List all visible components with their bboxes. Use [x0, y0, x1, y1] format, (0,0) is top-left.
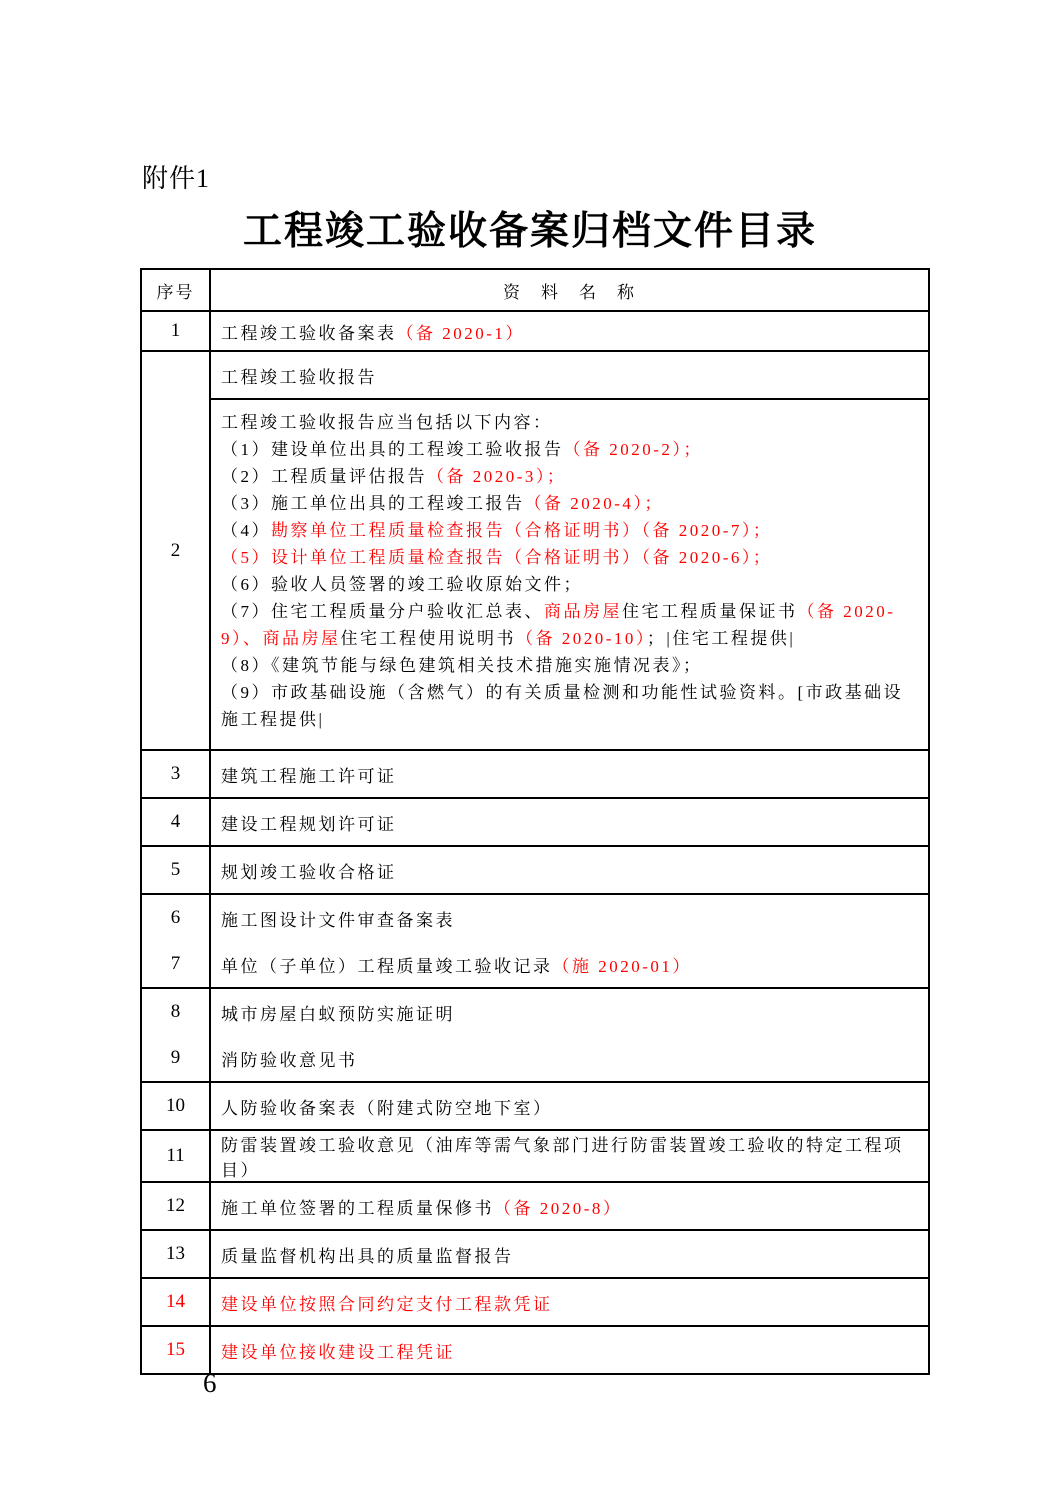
text-segment: （1）建设单位出具的工程竣工验收报告 — [221, 440, 564, 459]
row-line — [221, 544, 922, 571]
text-segment: 建设工程规划许可证 — [221, 814, 397, 834]
row-content-cell — [211, 847, 928, 893]
row-line — [221, 598, 922, 652]
row-content-cell — [211, 352, 928, 749]
text-segment: （备 2020-9）、 — [221, 602, 896, 648]
table-row — [142, 1183, 928, 1231]
table-row — [142, 895, 928, 989]
row-line — [211, 1131, 928, 1181]
table-row — [142, 1231, 928, 1279]
content-subcell — [211, 895, 928, 987]
table-row — [142, 1327, 928, 1373]
row-content-cell — [211, 1083, 928, 1129]
row-number: 4 — [170, 811, 181, 832]
row-number: 14 — [166, 1291, 185, 1312]
text-segment: （5）设计单位工程质量检查报告（合格证明书）（备 2020-6）； — [221, 548, 773, 567]
row-line — [211, 847, 928, 893]
content-subcell — [211, 1083, 928, 1129]
text-segment: （施 2020-01） — [552, 956, 692, 976]
row-number-cell — [142, 799, 211, 845]
row-number-cell — [142, 352, 211, 749]
row-line — [211, 895, 928, 941]
text-segment: （备 2020-10） — [516, 629, 647, 648]
row-number: 10 — [166, 1095, 185, 1116]
row-number-cell — [142, 1327, 211, 1373]
text-segment: （9）市政基础设施（含燃气）的有关质量检测和功能性试验资料。[市政基础设施工程提供| — [221, 683, 904, 729]
row-number-cell — [142, 989, 211, 1081]
row-line — [221, 517, 922, 544]
row-line — [211, 941, 928, 987]
row-content-cell — [211, 989, 928, 1081]
text-segment: 规划竣工验收合格证 — [221, 862, 397, 882]
row-number: 5 — [170, 859, 181, 880]
content-subcell — [211, 751, 928, 797]
row-line — [221, 409, 922, 436]
table-row — [142, 352, 928, 751]
text-segment: 建筑工程施工许可证 — [221, 766, 397, 786]
row-number: 3 — [170, 763, 181, 784]
text-segment: 单位（子单位）工程质量竣工验收记录 — [221, 956, 553, 976]
content-subcell — [211, 1279, 928, 1325]
row-content-cell — [211, 1231, 928, 1277]
row-line — [211, 1231, 928, 1277]
row-number: 11 — [166, 1145, 185, 1166]
table-body — [142, 312, 928, 1373]
row-number-cell — [142, 1231, 211, 1277]
text-segment: ；|住宅工程提供| — [646, 629, 796, 648]
row-number-cell — [142, 1279, 211, 1325]
row-content-cell — [211, 895, 928, 987]
content-subcell — [211, 1183, 928, 1229]
row-content-cell — [211, 799, 928, 845]
row-line — [211, 799, 928, 845]
row-number-cell — [142, 1083, 211, 1129]
table-row — [142, 1083, 928, 1131]
row-line — [211, 1279, 928, 1325]
row-line — [221, 436, 922, 463]
row-line — [211, 352, 928, 398]
header-cell-number: 序号 — [142, 270, 211, 310]
table-header-row — [142, 270, 928, 312]
table-row — [142, 989, 928, 1083]
page-number: 6 — [203, 1368, 217, 1398]
text-segment: 住宅工程使用说明书 — [340, 629, 516, 648]
text-segment: 建设单位按照合同约定支付工程款凭证 — [221, 1294, 553, 1314]
archive-table — [140, 268, 930, 1375]
text-segment: （备 2020-3）； — [427, 467, 567, 486]
row-content-cell — [211, 1131, 928, 1181]
row-line — [211, 1083, 928, 1129]
row-number: 8 — [170, 1001, 181, 1022]
text-segment: 工程竣工验收报告应当包括以下内容： — [221, 413, 553, 432]
page-title: 工程竣工验收备案归档文件目录 — [242, 210, 817, 253]
row-line — [221, 652, 922, 679]
content-subcell — [211, 799, 928, 845]
text-segment: 质量监督机构出具的质量监督报告 — [221, 1246, 514, 1266]
text-segment: （7）住宅工程质量分户验收汇总表、 — [221, 602, 544, 621]
row-line — [211, 312, 928, 350]
row-content-cell — [211, 751, 928, 797]
content-subcell — [211, 989, 928, 1081]
text-segment: 工程竣工验收备案表 — [221, 323, 397, 343]
table-row — [142, 847, 928, 895]
row-number-cell — [142, 751, 211, 797]
text-segment: （备 2020-4）； — [524, 494, 664, 513]
row-line — [211, 1183, 928, 1229]
table-row — [142, 799, 928, 847]
row-line — [211, 1035, 928, 1081]
text-segment: 商品房屋 — [544, 602, 622, 621]
text-segment: （4） — [221, 521, 271, 540]
text-segment: （备 2020-1） — [396, 323, 525, 343]
text-segment: （3）施工单位出具的工程竣工报告 — [221, 494, 525, 513]
row-number-cell — [142, 847, 211, 893]
row-number-cell — [142, 312, 211, 350]
content-subcell — [211, 400, 928, 749]
text-segment: 勘察单位工程质量检查报告（合格证明书）（备 2020-7）； — [271, 521, 773, 540]
text-segment: 施工图设计文件审查备案表 — [221, 910, 455, 930]
row-number: 1 — [170, 320, 181, 341]
row-number: 6 — [170, 907, 181, 928]
row-number: 9 — [170, 1047, 181, 1068]
text-segment: 防雷装置竣工验收意见（油库等需气象部门进行防雷装置竣工验收的特定工程项目） — [221, 1136, 904, 1180]
text-segment: 城市房屋白蚁预防实施证明 — [221, 1004, 455, 1024]
row-number: 13 — [166, 1243, 185, 1264]
content-subcell — [211, 1327, 928, 1373]
text-segment: 工程竣工验收报告 — [221, 367, 377, 387]
row-line — [221, 463, 922, 490]
row-number: 7 — [170, 953, 181, 974]
text-segment: 消防验收意见书 — [221, 1050, 358, 1070]
text-segment: （2）工程质量评估报告 — [221, 467, 427, 486]
table-row — [142, 751, 928, 799]
text-segment: （备 2020-2）； — [563, 440, 703, 459]
table-row — [142, 1279, 928, 1327]
row-number: 2 — [170, 539, 181, 561]
row-line — [221, 571, 922, 598]
row-content-cell — [211, 312, 928, 350]
text-segment: 商品房屋 — [262, 629, 341, 648]
header-cell-name: 资 料 名 称 — [503, 282, 636, 302]
text-segment: （6）验收人员签署的竣工验收原始文件； — [221, 575, 583, 594]
text-segment: 住宅工程质量保证书 — [622, 602, 798, 621]
row-line — [211, 751, 928, 797]
content-subcell — [211, 312, 928, 350]
table-row — [142, 1131, 928, 1183]
row-line — [211, 989, 928, 1035]
table-row — [142, 312, 928, 352]
text-segment: 施工单位签署的工程质量保修书 — [221, 1198, 494, 1218]
text-segment: （备 2020-8） — [494, 1198, 623, 1218]
row-line — [211, 1327, 928, 1373]
content-subcell — [211, 352, 928, 400]
text-segment: （8）《建筑节能与绿色建筑相关技术措施实施情况表》； — [221, 656, 703, 675]
row-number: 12 — [166, 1195, 185, 1216]
row-content-cell — [211, 1279, 928, 1325]
row-number-cell — [142, 895, 211, 987]
content-subcell — [211, 1131, 928, 1181]
row-line — [221, 490, 922, 517]
row-number-cell — [142, 1131, 211, 1181]
text-segment: 人防验收备案表（附建式防空地下室） — [221, 1098, 553, 1118]
attachment-label: 附件1 — [142, 164, 211, 193]
row-line — [221, 679, 922, 733]
text-segment: 建设单位接收建设工程凭证 — [221, 1342, 455, 1362]
content-subcell — [211, 1231, 928, 1277]
row-number: 15 — [166, 1339, 185, 1360]
row-content-cell — [211, 1183, 928, 1229]
row-content-cell — [211, 1327, 928, 1373]
row-number-cell — [142, 1183, 211, 1229]
content-subcell — [211, 847, 928, 893]
